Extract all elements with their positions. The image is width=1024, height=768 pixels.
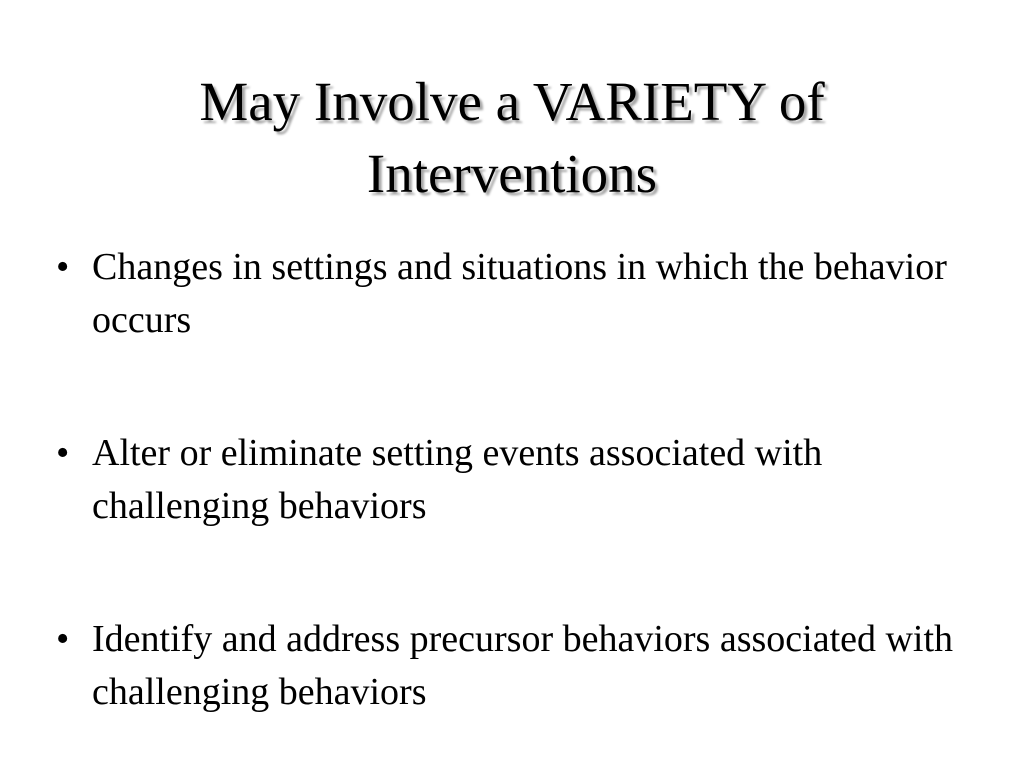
slide-title — [60, 66, 964, 210]
bullet-item-2 — [52, 427, 972, 533]
bullet-text-3: Identify and address precursor behaviors associated with challenging behaviors — [92, 618, 954, 713]
bullet-icon: • — [56, 618, 70, 660]
title-line-2: Interventions — [366, 143, 658, 204]
bullet-icon: • — [56, 432, 70, 474]
title-line-1: May Involve a VARIETY of — [199, 71, 825, 132]
bullet-item-3 — [52, 613, 972, 719]
bullet-icon: • — [56, 246, 70, 288]
bullet-text-1: Changes in settings and situations in which the behavior occurs — [92, 246, 947, 341]
bullet-list — [52, 241, 972, 719]
bullet-text-2: Alter or eliminate setting events associated with challenging behaviors — [92, 432, 823, 527]
bullet-item-1 — [52, 241, 972, 347]
